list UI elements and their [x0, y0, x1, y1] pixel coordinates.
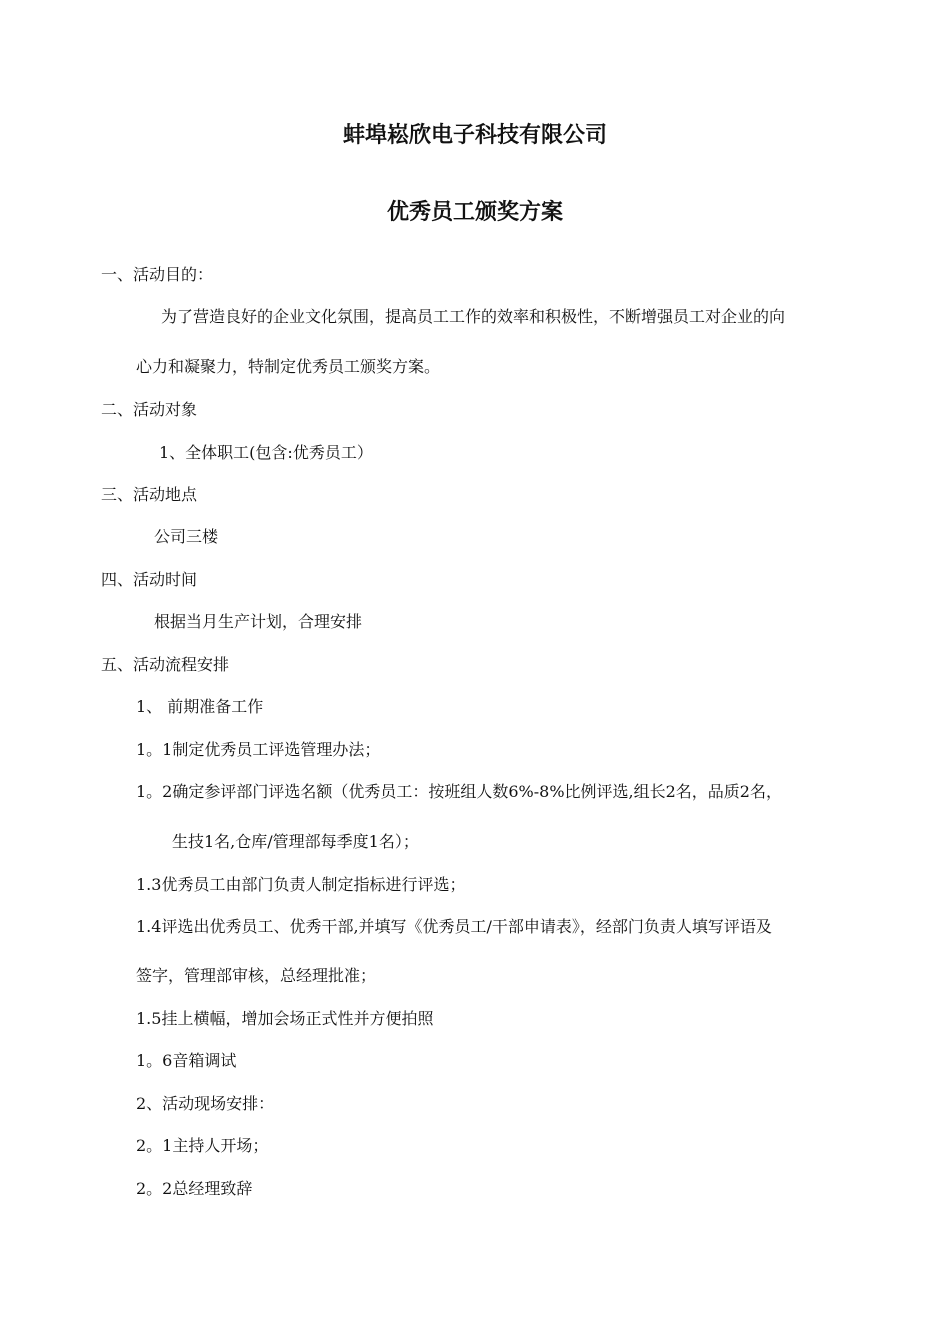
process-item-1-1: 1。1制定优秀员工评选管理办法； — [136, 740, 381, 759]
process-item-1-4: 1.4评选出优秀员工、优秀干部,并填写《优秀员工/干部申请表》，经部门负责人填写评语及 — [136, 917, 772, 936]
participants-item: 1、全体职工(包含:优秀员工） — [159, 443, 373, 462]
section-heading-participants: 二、活动对象 — [101, 400, 198, 419]
document-title: 优秀员工颁奖方案 — [386, 200, 563, 225]
process-item-1-4-cont: 签字，管理部审核，总经理批准； — [136, 966, 377, 985]
section-heading-purpose: 一、活动目的： — [101, 265, 214, 284]
process-item-2-2: 2。2总经理致辞 — [136, 1179, 253, 1198]
section-heading-time: 四、活动时间 — [101, 570, 198, 589]
location-text: 公司三楼 — [154, 527, 219, 546]
company-title: 蚌埠崧欣电子科技有限公司 — [342, 123, 607, 148]
process-item-1-5: 1.5挂上横幅，增加会场正式性并方便拍照 — [136, 1009, 434, 1028]
process-item-onsite: 2、活动现场安排： — [136, 1094, 275, 1113]
process-item-prep: 1、 前期准备工作 — [136, 697, 264, 716]
process-item-2-1: 2。1主持人开场； — [136, 1136, 269, 1155]
process-item-1-6: 1。6音箱调试 — [136, 1051, 237, 1070]
process-item-1-2-cont: 生技1名,仓库/管理部每季度1名）； — [172, 832, 419, 851]
section-heading-location: 三、活动地点 — [101, 485, 198, 504]
process-item-1-2: 1。2确定参评部门评选名额（优秀员工：按班组人数6%-8%比例评选,组长2名，品质2名， — [136, 782, 782, 801]
purpose-paragraph-line-2: 心力和凝聚力，特制定优秀员工颁奖方案。 — [136, 357, 441, 376]
process-item-1-3: 1.3优秀员工由部门负责人制定指标进行评选； — [136, 875, 466, 894]
purpose-paragraph-line-1: 为了营造良好的企业文化氛围，提高员工工作的效率和积极性，不断增强员工对企业的向 — [161, 307, 786, 326]
section-heading-process: 五、活动流程安排 — [101, 655, 230, 674]
time-text: 根据当月生产计划，合理安排 — [154, 612, 363, 631]
